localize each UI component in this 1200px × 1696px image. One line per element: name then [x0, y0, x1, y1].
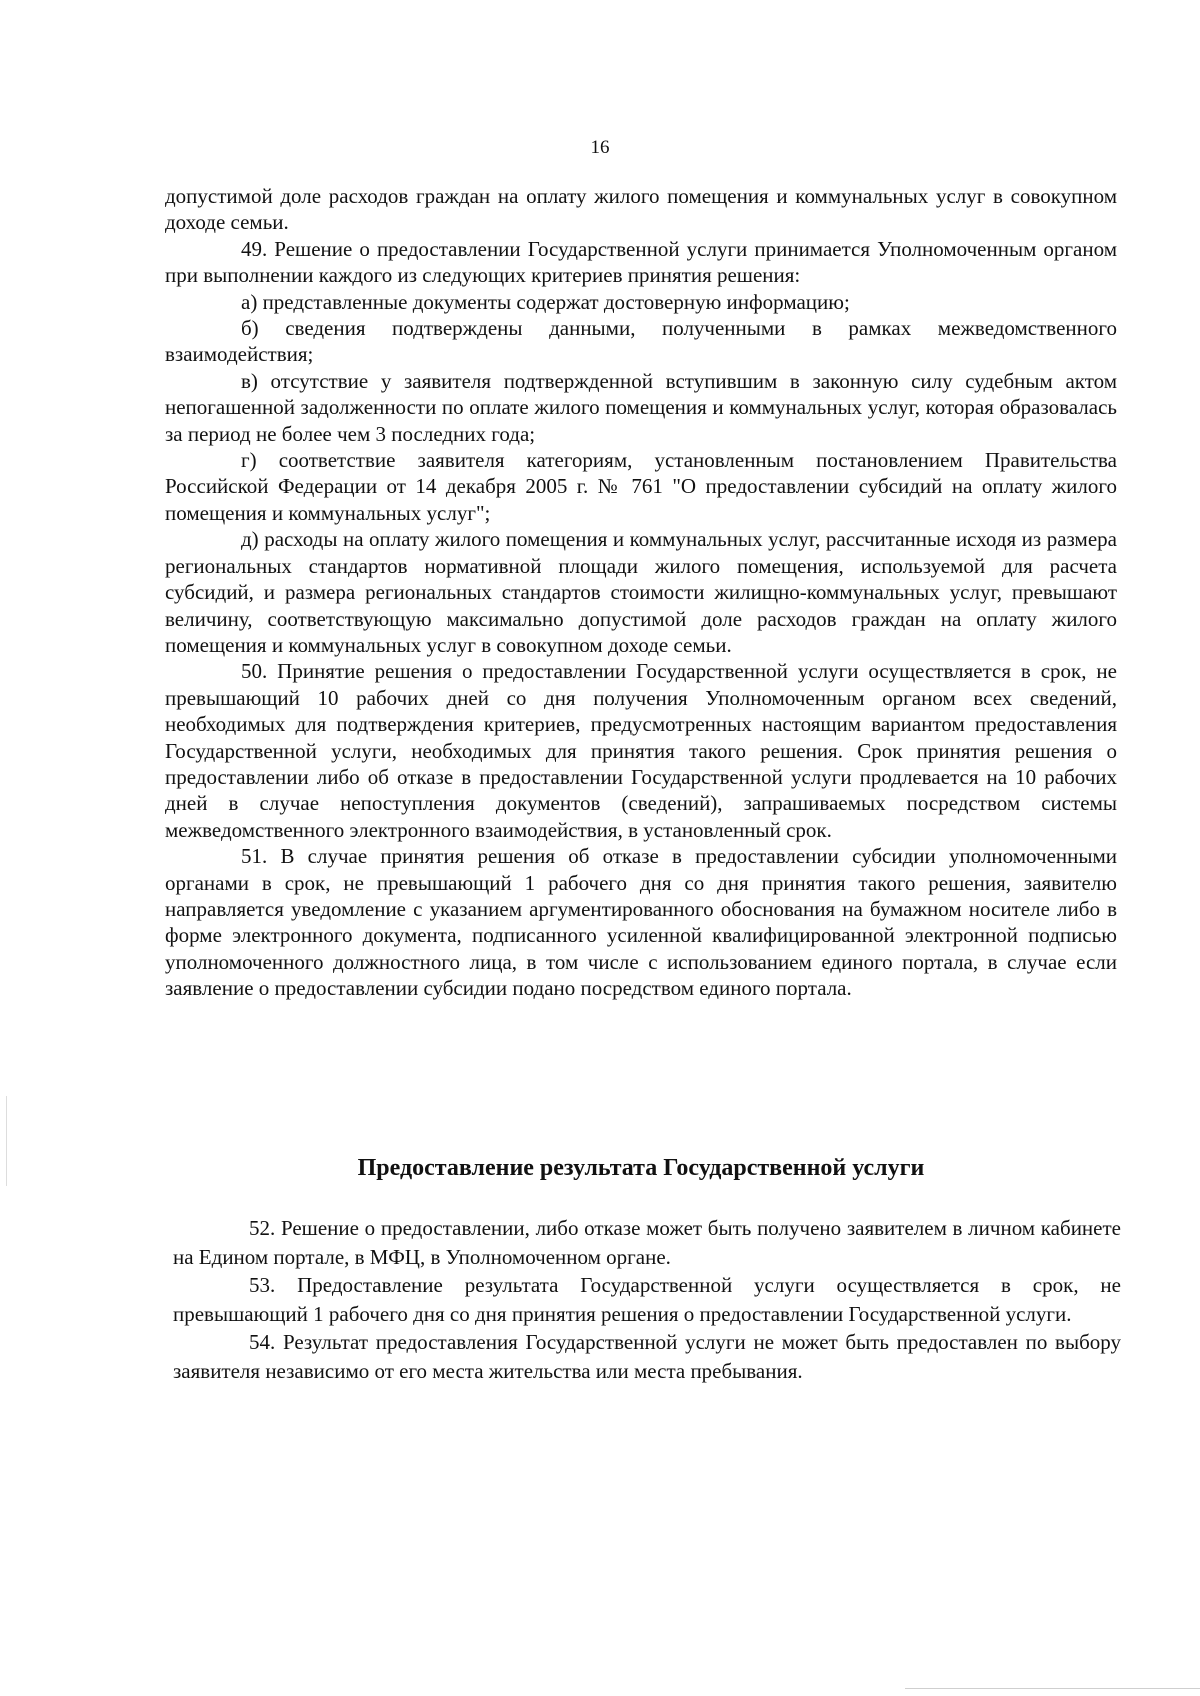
- section-heading: Предоставление результата Государственной услуги: [357, 1155, 925, 1181]
- scan-bottom-rule: [905, 1688, 1200, 1689]
- paragraph-49: 49. Решение о предоставлении Государственной услуги принимается Уполномоченным органом при выполнении каждого из следующих критериев принятия решения:: [165, 236, 1117, 288]
- criterion-a: а) представленные документы содержат достоверную информацию;: [241, 289, 850, 314]
- criterion-g: г) соответствие заявителя категориям, установленным постановлением Правительства Российской Федерации от 14 декабря 2005 г. № 761 "О предоставлении субсидий на оплату жилого помещения и коммунальных услуг";: [165, 448, 1117, 525]
- scan-edge-mark: [6, 1096, 7, 1186]
- criterion-d: д) расходы на оплату жилого помещения и коммунальных услуг, рассчитанные исходя из размера региональных стандартов нормативной площади жилого помещения, используемой для расчета субсидий, и размера региональных стандартов стоимости жилищно-коммунальных услуг, превышают величину, соответствующую максимально допустимой доле расходов граждан на оплату жилого помещения и коммунальных услуг в совокупном доходе семьи.: [165, 527, 1117, 657]
- criterion-b: б) сведения подтверждены данными, полученными в рамках межведомственного взаимодействия;: [165, 316, 1117, 367]
- paragraph-54: 54. Результат предоставления Государственной услуги не может быть предоставлен по выбору заявителя независимо от его места жительства или места пребывания.: [173, 1330, 1121, 1383]
- paragraph-51: 51. В случае принятия решения об отказе в предоставлении субсидии уполномоченными органами в срок, не превышающий 1 рабочего дня со дня принятия такого решения, заявителю направляется уведомление с указанием аргументированного обоснования на бумажном носителе либо в форме электронного документа, подписанного усиленной квалифицированной электронной подписью уполномоченного должностного лица, в том числе с использованием единого портала, в случае если заявление о предоставлении субсидии подано посредством единого портала.: [165, 844, 1117, 1001]
- paragraph-50: 50. Принятие решения о предоставлении Государственной услуги осуществляется в срок, не превышающий 10 рабочих дней со дня получения Уполномоченным органом всех сведений, необходимых для подтверждения критериев, предусмотренных настоящим вариантом предоставления Государственной услуги, необходимых для принятия такого решения. Срок принятия решения о предоставлении либо об отказе в предоставлении Государственной услуги продлевается на 10 рабочих дней в случае непоступления документов (сведений), запрашиваемых посредством системы межведомственного электронного взаимодействия, в установленный срок.: [165, 659, 1117, 842]
- main-body-text: [165, 183, 1117, 1002]
- page-number: 16: [590, 137, 610, 158]
- section-body-text: [173, 1214, 1121, 1386]
- paragraph-continuation: допустимой доле расходов граждан на оплату жилого помещения и коммунальных услуг в совокупном доходе семьи.: [165, 184, 1117, 235]
- paragraph-52: 52. Решение о предоставлении, либо отказе может быть получено заявителем в личном кабинете на Едином портале, в МФЦ, в Уполномоченном органе.: [173, 1216, 1121, 1269]
- paragraph-53: 53. Предоставление результата Государственной услуги осуществляется в срок, не превышающий 1 рабочего дня со дня принятия решения о предоставлении Государственной услуги.: [173, 1273, 1121, 1326]
- criterion-v: в) отсутствие у заявителя подтвержденной вступившим в законную силу судебным актом непогашенной задолженности по оплате жилого помещения и коммунальных услуг, которая образовалась за период не более чем 3 последних года;: [165, 368, 1117, 446]
